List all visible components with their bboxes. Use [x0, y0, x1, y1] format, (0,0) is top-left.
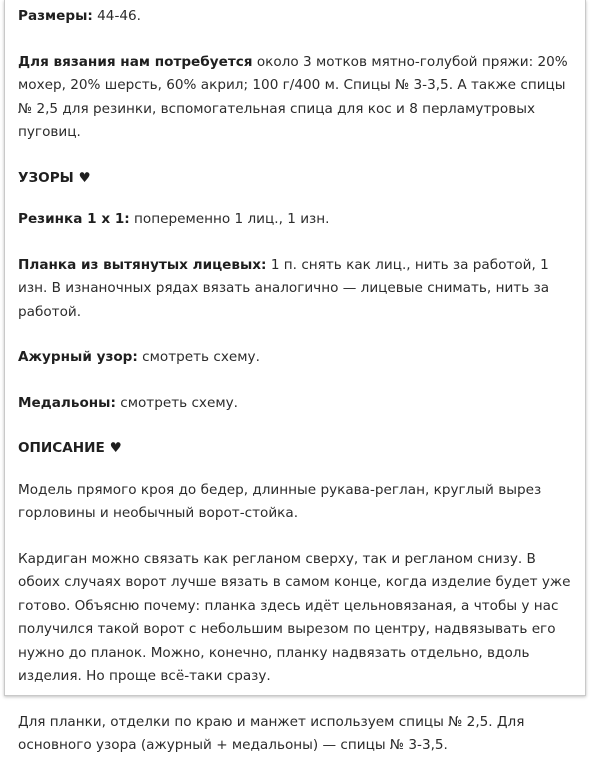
materials-text: около 3 мотков мятно-голубой пряжи: 20% мохер, 20% шерсть, 60% акрил; 100 г/400 м. Спицы № 3-3,5. А также спицы № 2,5 для резинки, вспомогательная спица для кос и 8 перламутровых пуговиц. [18, 53, 568, 140]
medallions-text: смотреть схему. [115, 394, 238, 411]
description-paragraph: Для планки, отделки по краю и манжет используем спицы № 2,5. Для основного узора (ажурный + медальоны) — спицы № 3-3,5. [18, 713, 525, 753]
band-text: 1 п. снять как лиц., нить за работой, 1 изн. В изнаночных рядах вязать аналогично — лицевые снимать, нить за работой. [18, 256, 550, 320]
lace-line [18, 346, 578, 370]
description-heading-text: ОПИСАНИЕ [18, 440, 105, 456]
patterns-heading [18, 167, 578, 191]
band-label: Планка из вытянутых лицевых: [18, 256, 267, 273]
materials-paragraph [18, 51, 578, 145]
materials-label: Для вязания нам потребуется [18, 53, 253, 70]
sizes-line [18, 5, 578, 29]
medallions-line [18, 392, 578, 416]
description-heading [18, 437, 578, 461]
heart-icon: ♥ [109, 440, 122, 456]
sizes-label: Размеры: [18, 8, 93, 24]
band-paragraph [18, 254, 578, 325]
medallions-label: Медальоны: [18, 394, 116, 411]
rib-label: Резинка 1 х 1: [18, 211, 130, 227]
patterns-heading-text: УЗОРЫ [18, 169, 74, 186]
document-frame [4, 0, 586, 753]
sizes-value: 44-46. [92, 8, 141, 24]
lace-label: Ажурный узор: [18, 349, 138, 365]
rib-line [18, 208, 578, 232]
lace-text: смотреть схему. [137, 349, 260, 365]
heart-icon: ♥ [78, 169, 91, 186]
rib-text: попеременно 1 лиц., 1 изн. [129, 211, 330, 227]
description-paragraph: Модель прямого кроя до бедер, длинные рукава-реглан, круглый вырез горловины и необычный ворот-стойка. [18, 481, 542, 521]
description-paragraph: Кардиган можно связать как регланом сверху, так и регланом снизу. В обоих случаях ворот лучше вязать в самом конце, когда изделие будет уже готово. Объясню почему: планка здесь идёт цельновязаная, а чтобы у нас получился такой ворот с небольшим вырезом по центру, надвязывать его нужно до планок. Можно, конечно, планку надвязать отдельно, вдоль изделия. Но проще всё-таки сразу. [18, 550, 571, 684]
article-body [18, 5, 578, 780]
